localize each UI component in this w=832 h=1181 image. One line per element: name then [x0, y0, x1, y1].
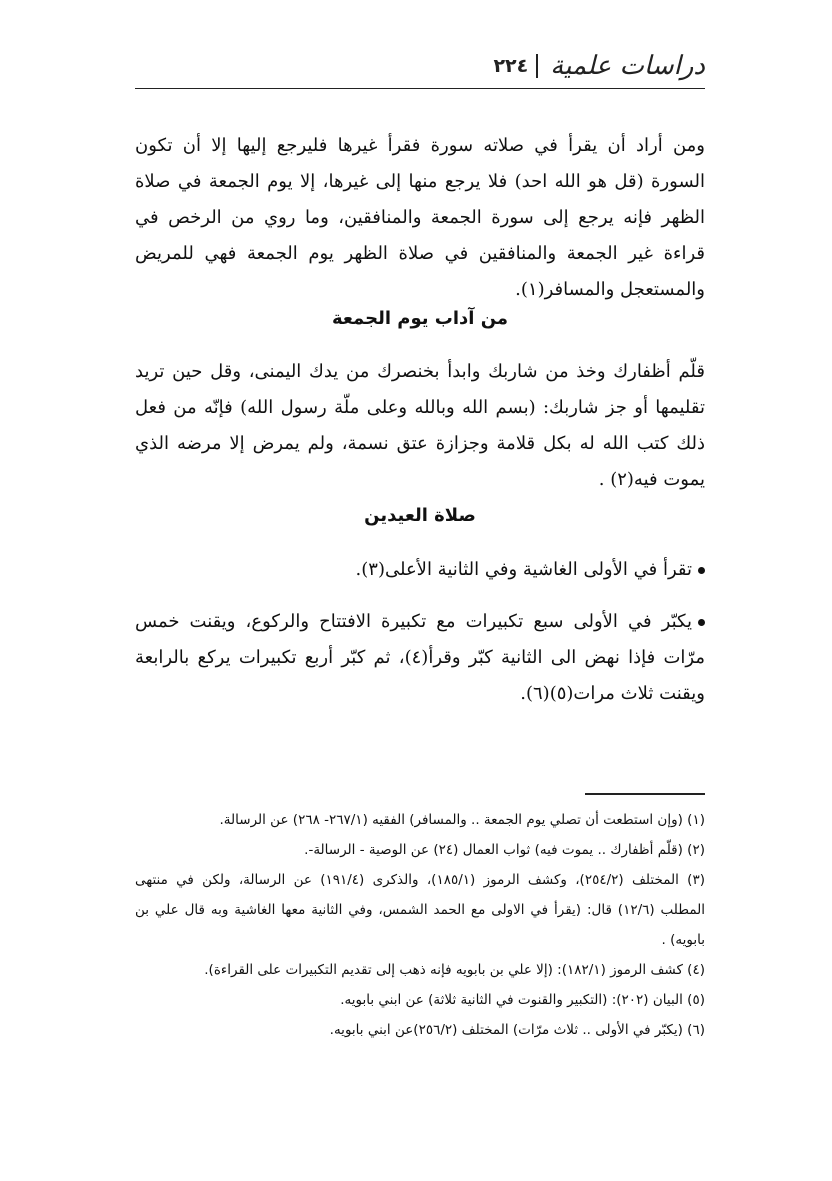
page-header: [135, 44, 705, 89]
bullet-text: تقرأ في الأولى الغاشية وفي الثانية الأعلى(٣).: [355, 559, 692, 580]
journal-logo: دراسات علمية: [550, 51, 705, 81]
header-separator: [536, 54, 538, 78]
paragraph-friday-surah: [135, 128, 705, 308]
footnote-5: (٥) البيان (٢٠٢): (التكبير والقنوت في الثانية ثلاثة) عن ابني بابويه.: [340, 992, 705, 1008]
section-heading-eid-prayer: صلاة العيدين: [364, 505, 476, 526]
paragraph-text: قلّم أظفارك وخذ من شاربك وابدأ بخنصرك من يدك اليمنى، وقل حين تريد تقليمها أو جز شاربك: (بسم الله وبالله وعلى ملّة رسول الله) فإنّه من فعل ذلك كتب الله له بكل قلامة وجزازة عتق نسمة، ولم يمرض إلا مرضه الذي يموت فيه(٢) .: [135, 361, 705, 490]
bullet-item-2: [135, 604, 705, 712]
bullet-icon: [698, 619, 705, 626]
footnotes: [135, 805, 705, 1045]
footnote-6: (٦) (يكبّر في الأولى .. ثلاث مرّات) المختلف (٢٥٦/٢)عن ابني بابويه.: [329, 1022, 705, 1038]
footnote-2: (٢) (قلّم أظفارك .. يموت فيه) ثواب العمال (٢٤) عن الوصية - الرسالة-.: [304, 842, 705, 858]
bullet-icon: [698, 567, 705, 574]
footnote-4: (٤) كشف الرموز (١٨٢/١): (إلا علي بن بابويه فإنه ذهب إلى تقديم التكبيرات على القراءة).: [204, 962, 705, 978]
footnote-1: (١) (وإن استطعت أن تصلي يوم الجمعة .. والمسافر) الفقيه (٢٦٧/١- ٢٦٨) عن الرسالة.: [219, 812, 705, 828]
page-number: ٢٢٤: [493, 55, 529, 77]
bullet-item-1: [135, 552, 705, 588]
footnote-divider: [585, 793, 705, 795]
footnote-3: (٣) المختلف (٢٥٤/٢)، وكشف الرموز (١٨٥/١)، والذكرى (١٩١/٤) عن الرسالة، ولكن في منتهى المطلب (١٢/٦) قال: (يقرأ في الاولى مع الحمد الشمس، وفي الثانية معها الغاشية وبه قال علي بن بابويه) .: [135, 872, 706, 948]
paragraph-nail-trimming: [135, 354, 705, 498]
section-heading-friday-etiquette: من آداب يوم الجمعة: [331, 308, 509, 329]
paragraph-text: ومن أراد أن يقرأ في صلاته سورة فقرأ غيرها فليرجع إليها إلا أن تكون السورة (قل هو الله احد) فلا يرجع منها إلى غيرها، إلا يوم الجمعة في صلاة الظهر فإنه يرجع إلى سورة الجمعة والمنافقين، وما روي من الرخص في قراءة غير الجمعة والمنافقين في صلاة الظهر يوم الجمعة فهي للمريض والمستعجل والمسافر(١).: [135, 135, 705, 300]
bullet-text: يكبّر في الأولى سبع تكبيرات مع تكبيرة الافتتاح والركوع، ويقنت خمس مرّات فإذا نهض الى الثانية كبّر وقرأ(٤)، ثم كبّر أربع تكبيرات يركع بالرابعة ويقنت ثلاث مرات(٥)(٦).: [135, 611, 705, 704]
